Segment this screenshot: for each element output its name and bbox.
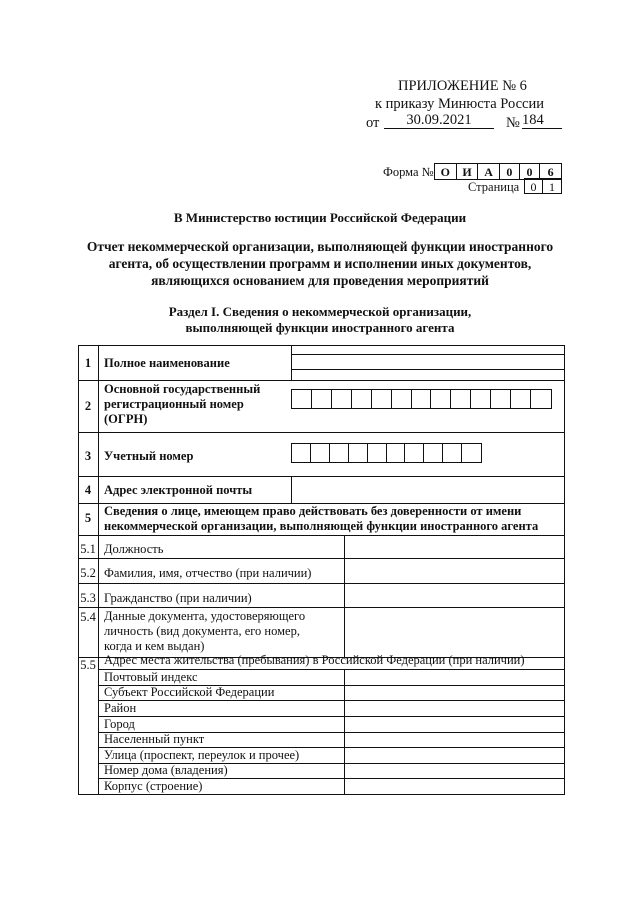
full-name-person-label: Фамилия, имя, отчество (при наличии): [104, 566, 312, 580]
street-field[interactable]: [345, 748, 564, 763]
addressee: В Министерство юстиции Российской Федерации: [173, 210, 467, 225]
row-number: 5: [84, 511, 92, 525]
page-label: Страница: [468, 180, 520, 194]
form-code-char: И: [457, 164, 479, 179]
id-document-line: личность (вид документа, его номер,: [104, 624, 300, 638]
form-code-char: О: [435, 164, 457, 179]
account-number-input-cells[interactable]: [291, 443, 482, 463]
citizenship-field[interactable]: [345, 584, 564, 607]
ogrn-label: [104, 382, 260, 427]
ogrn-label-line: регистрационный номер: [104, 397, 244, 411]
row-number: 4: [84, 483, 92, 497]
building-label: Корпус (строение): [104, 779, 203, 793]
email-label: Адрес электронной почты: [104, 483, 253, 497]
residence-address-label: Адрес места жительства (пребывания) в Российской Федерации (при наличии): [104, 653, 525, 667]
page-digit: 0: [525, 179, 543, 193]
section-title: [0, 304, 640, 336]
row-number: 5.2: [80, 566, 96, 580]
authorized-person-line: Сведения о лице, имеющем право действовать без доверенности от имени: [104, 504, 522, 518]
building-field[interactable]: [345, 779, 564, 794]
ogrn-label-line: (ОГРН): [104, 412, 148, 426]
section-title-line: Раздел I. Сведения о некоммерческой организации,: [168, 304, 472, 319]
district-label: Район: [104, 701, 137, 715]
report-title-line: являющихся основанием для проведения мероприятий: [151, 273, 489, 288]
row-number: 1: [84, 356, 92, 370]
locality-field[interactable]: [345, 733, 564, 747]
house-number-field[interactable]: [345, 764, 564, 778]
id-document-line: когда и кем выдан): [104, 639, 205, 653]
order-date: 30.09.2021: [384, 112, 494, 129]
locality-label: Населенный пункт: [104, 732, 205, 746]
row-number: 5.5: [80, 658, 96, 672]
ogrn-label-line: Основной государственный: [104, 382, 261, 396]
id-document-field[interactable]: [345, 608, 564, 657]
row-number: 5.3: [80, 591, 96, 605]
row-number: 5.4: [80, 610, 96, 624]
form-code-char: А: [478, 164, 500, 179]
form-code-char: 0: [500, 164, 520, 179]
row-number: 2: [84, 399, 92, 413]
from-label: от: [366, 115, 380, 131]
page-digit: 1: [549, 180, 556, 194]
number-label: №: [506, 115, 520, 131]
position-field[interactable]: [345, 536, 564, 558]
street-label: Улица (проспект, переулок и прочее): [104, 748, 300, 762]
region-field[interactable]: [345, 686, 564, 700]
postal-code-label: Почтовый индекс: [104, 670, 198, 684]
report-title: [0, 238, 640, 289]
section-title-line: выполняющей функции иностранного агента: [185, 320, 455, 335]
email-field[interactable]: [292, 477, 564, 502]
postal-code-field[interactable]: [345, 670, 564, 685]
form-code-char: 6: [547, 165, 554, 179]
row-number: 3: [84, 449, 92, 463]
row-number: 5.1: [80, 542, 96, 556]
form-label: Форма №: [383, 165, 434, 179]
appendix-title: ПРИЛОЖЕНИЕ № 6: [398, 78, 527, 94]
authorized-person-line: некоммерческой организации, выполняющей функции иностранного агента: [104, 519, 539, 533]
report-title-line: агента, об осуществлении программ и исполнении иных документов,: [108, 256, 532, 271]
ogrn-input-cells[interactable]: [291, 389, 552, 409]
position-label: Должность: [104, 542, 164, 556]
full-name-person-field[interactable]: [345, 559, 564, 583]
city-label: Город: [104, 717, 135, 731]
id-document-label: [104, 609, 340, 654]
authorized-person-label: [104, 504, 538, 534]
order-number: 184: [522, 112, 562, 129]
page-number-box: [524, 178, 562, 194]
organization-table: [78, 345, 565, 795]
id-document-line: Данные документа, удостоверяющего: [104, 609, 306, 623]
full-name-label: Полное наименование: [104, 356, 230, 370]
account-number-label: Учетный номер: [104, 449, 194, 463]
house-number-label: Номер дома (владения): [104, 763, 228, 777]
citizenship-label: Гражданство (при наличии): [104, 591, 252, 605]
city-field[interactable]: [345, 717, 564, 732]
form-code-char: 0: [520, 164, 541, 179]
district-field[interactable]: [345, 701, 564, 716]
report-title-line: Отчет некоммерческой организации, выполняющей функции иностранного: [86, 239, 554, 254]
order-line: к приказу Минюста России: [375, 96, 544, 112]
region-label: Субъект Российской Федерации: [104, 685, 275, 699]
